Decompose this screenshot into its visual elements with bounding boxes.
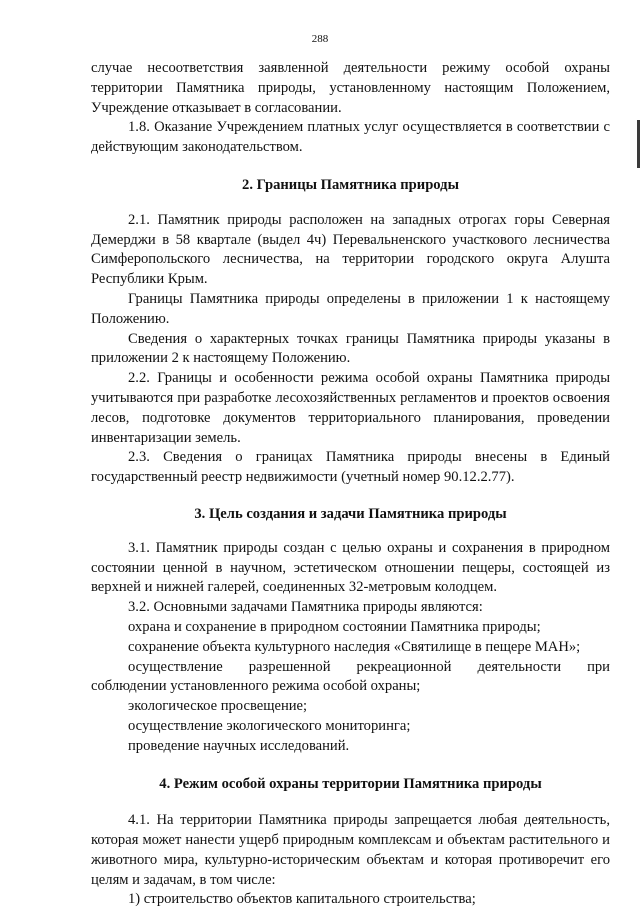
document-body [91, 59, 610, 910]
section-4-heading: 4. Режим особой охраны территории Памятника природы [159, 775, 542, 792]
section-3-heading: 3. Цель создания и задачи Памятника природы [194, 505, 507, 522]
paragraph-2-1-points: Сведения о характерных точках границы Памятника природы указаны в приложении 2 к настоящему Положению. [91, 330, 610, 367]
paragraph-1-8: 1.8. Оказание Учреждением платных услуг осуществляется в соответствии с действующим законодательством. [91, 119, 610, 156]
paragraph-2-1-boundaries: Границы Памятника природы определены в приложении 1 к настоящему Положению. [91, 290, 610, 327]
task-item: охрана и сохранение в природном состоянии Памятника природы; [128, 618, 541, 635]
task-item: экологическое просвещение; [128, 698, 308, 715]
paragraph-1-7-continuation: случае несоответствия заявленной деятельности режиму особой охраны территории Памятника природы, установленному настоящим Положением, Учреждение отказывает в согласовании. [91, 60, 610, 116]
task-item: сохранение объекта культурного наследия «Святилище в пещере МАН»; [128, 638, 581, 655]
page-number: 288 [311, 33, 329, 45]
task-item: проведение научных исследований. [128, 737, 350, 754]
paragraph-3-1: 3.1. Памятник природы создан с целью охраны и сохранения в природном состоянии ценной в научном, эстетическом отношении пещеры, состоящей из верхней и нижней галерей, соединенных 32-метровым колодцем. [91, 539, 610, 596]
prohibition-item: 1) строительство объектов капитального строительства; [128, 891, 476, 908]
task-item: осуществление экологического мониторинга; [128, 717, 411, 734]
paragraph-3-2: 3.2. Основными задачами Памятника природы являются: [128, 599, 483, 616]
paragraph-2-1: 2.1. Памятник природы расположен на западных отрогах горы Северная Демерджи в 58 квартале (выдел 4ч) Перевальненского участкового лесничества Симферопольского лесничества, на территории городского округа Алушта Республики Крым. [91, 211, 610, 288]
paragraph-4-1: 4.1. На территории Памятника природы запрещается любая деятельность, которая может нанести ущерб природным комплексам и объектам растительного и животного мира, культурно-историческим объектам и которая противоречит его целям и задачам, в том числе: [91, 812, 610, 888]
task-item-continuation: соблюдении установленного режима особой охраны; [91, 678, 421, 695]
task-item: осуществление разрешенной рекреационной деятельности при [128, 658, 610, 675]
section-2-heading: 2. Границы Памятника природы [242, 176, 459, 193]
paragraph-2-2: 2.2. Границы и особенности режима особой охраны Памятника природы учитываются при разработке лесохозяйственных регламентов и проектов освоения лесов, подготовке документов территориального планирования, проведении инвентаризации земель. [91, 370, 610, 446]
paragraph-2-3: 2.3. Сведения о границах Памятника природы внесены в Единый государственный реестр недвижимости (учетный номер 90.12.2.77). [91, 449, 610, 486]
